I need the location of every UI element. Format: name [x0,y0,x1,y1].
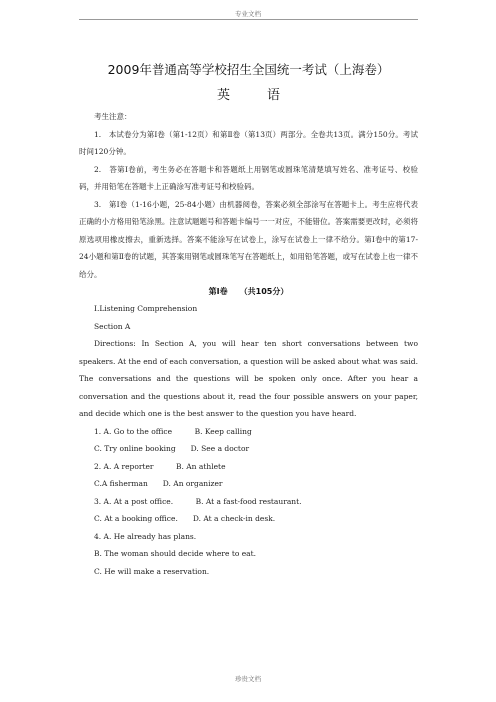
part-heading: 第Ⅰ卷 （共105分） [208,287,289,296]
notice-heading: 考生注意： [94,112,132,121]
question-line: C.A fisherman D. An organizer [94,479,223,488]
question-line: 4. A. He already has plans. [94,531,197,541]
notice-item: 1. 本试卷分为第Ⅰ卷（第1-12页）和第Ⅱ卷（第13页）两部分。全卷共13页。满分150分。考试时间120分钟。 [79,129,418,156]
directions-paragraph: Directions: In Section A, you will hear ten short conversations between two speakers. At the end of each conversation, a question will be asked about what was said. The conversations and the questions will be spoken only once. After you hear a conversation and the questions about it, read the four possible answers on your paper, and decide which one is the best answer to the question you have heard. [79,339,418,418]
header-text: 专业文档 [235,10,261,18]
exam-title: 2009年普通高等学校招生全国统一考试（上海卷） [107,62,390,77]
question-line: 2. A. A reporter B. An athlete [94,461,226,471]
question-line: 3. A. At a post office. B. At a fast-food restaurant. [94,496,302,506]
question-line: C. He will make a reservation. [94,566,210,576]
notice-item: 2. 答第Ⅰ卷前，考生务必在答题卡和答题纸上用钢笔或圆珠笔清楚填写姓名、准考证号、校验码，并用铅笔在答题卡上正确涂写准考证号和校验码。 [79,164,418,191]
page-footer: 珍贵文档 [235,675,261,683]
question-line: C. At a booking office. D. At a check-in desk. [94,514,276,523]
document-body [79,62,418,580]
question-line: B. The woman should decide where to eat. [94,549,257,558]
section-heading: Ⅰ.Listening Comprehension [94,304,198,313]
subsection-heading: Section A [94,321,131,331]
exam-subject: 英 语 [216,88,292,103]
question-line: 1. A. Go to the office B. Keep calling [94,426,252,436]
notice-item: 3. 第Ⅰ卷（1-16小题，25-84小题）由机器阅卷，答案必须全部涂写在答题卡上。考生应将代表正确的小方格用铅笔涂黑。注意试题题号和答题卡编号一一对应，不能错位。答案需要更改时，必须将原选项用橡皮擦去，重新选择。答案不能涂写在试卷上，涂写在试卷上一律不给分。第Ⅰ卷中的第17-24小题和第Ⅱ卷的试题，其答案用钢笔或圆珠笔写在答题纸上，如用铅笔答题，或写在试卷上也一律不给分。 [79,199,418,279]
header-divider [79,19,418,20]
question-line: C. Try online booking D. See a doctor [94,444,250,453]
